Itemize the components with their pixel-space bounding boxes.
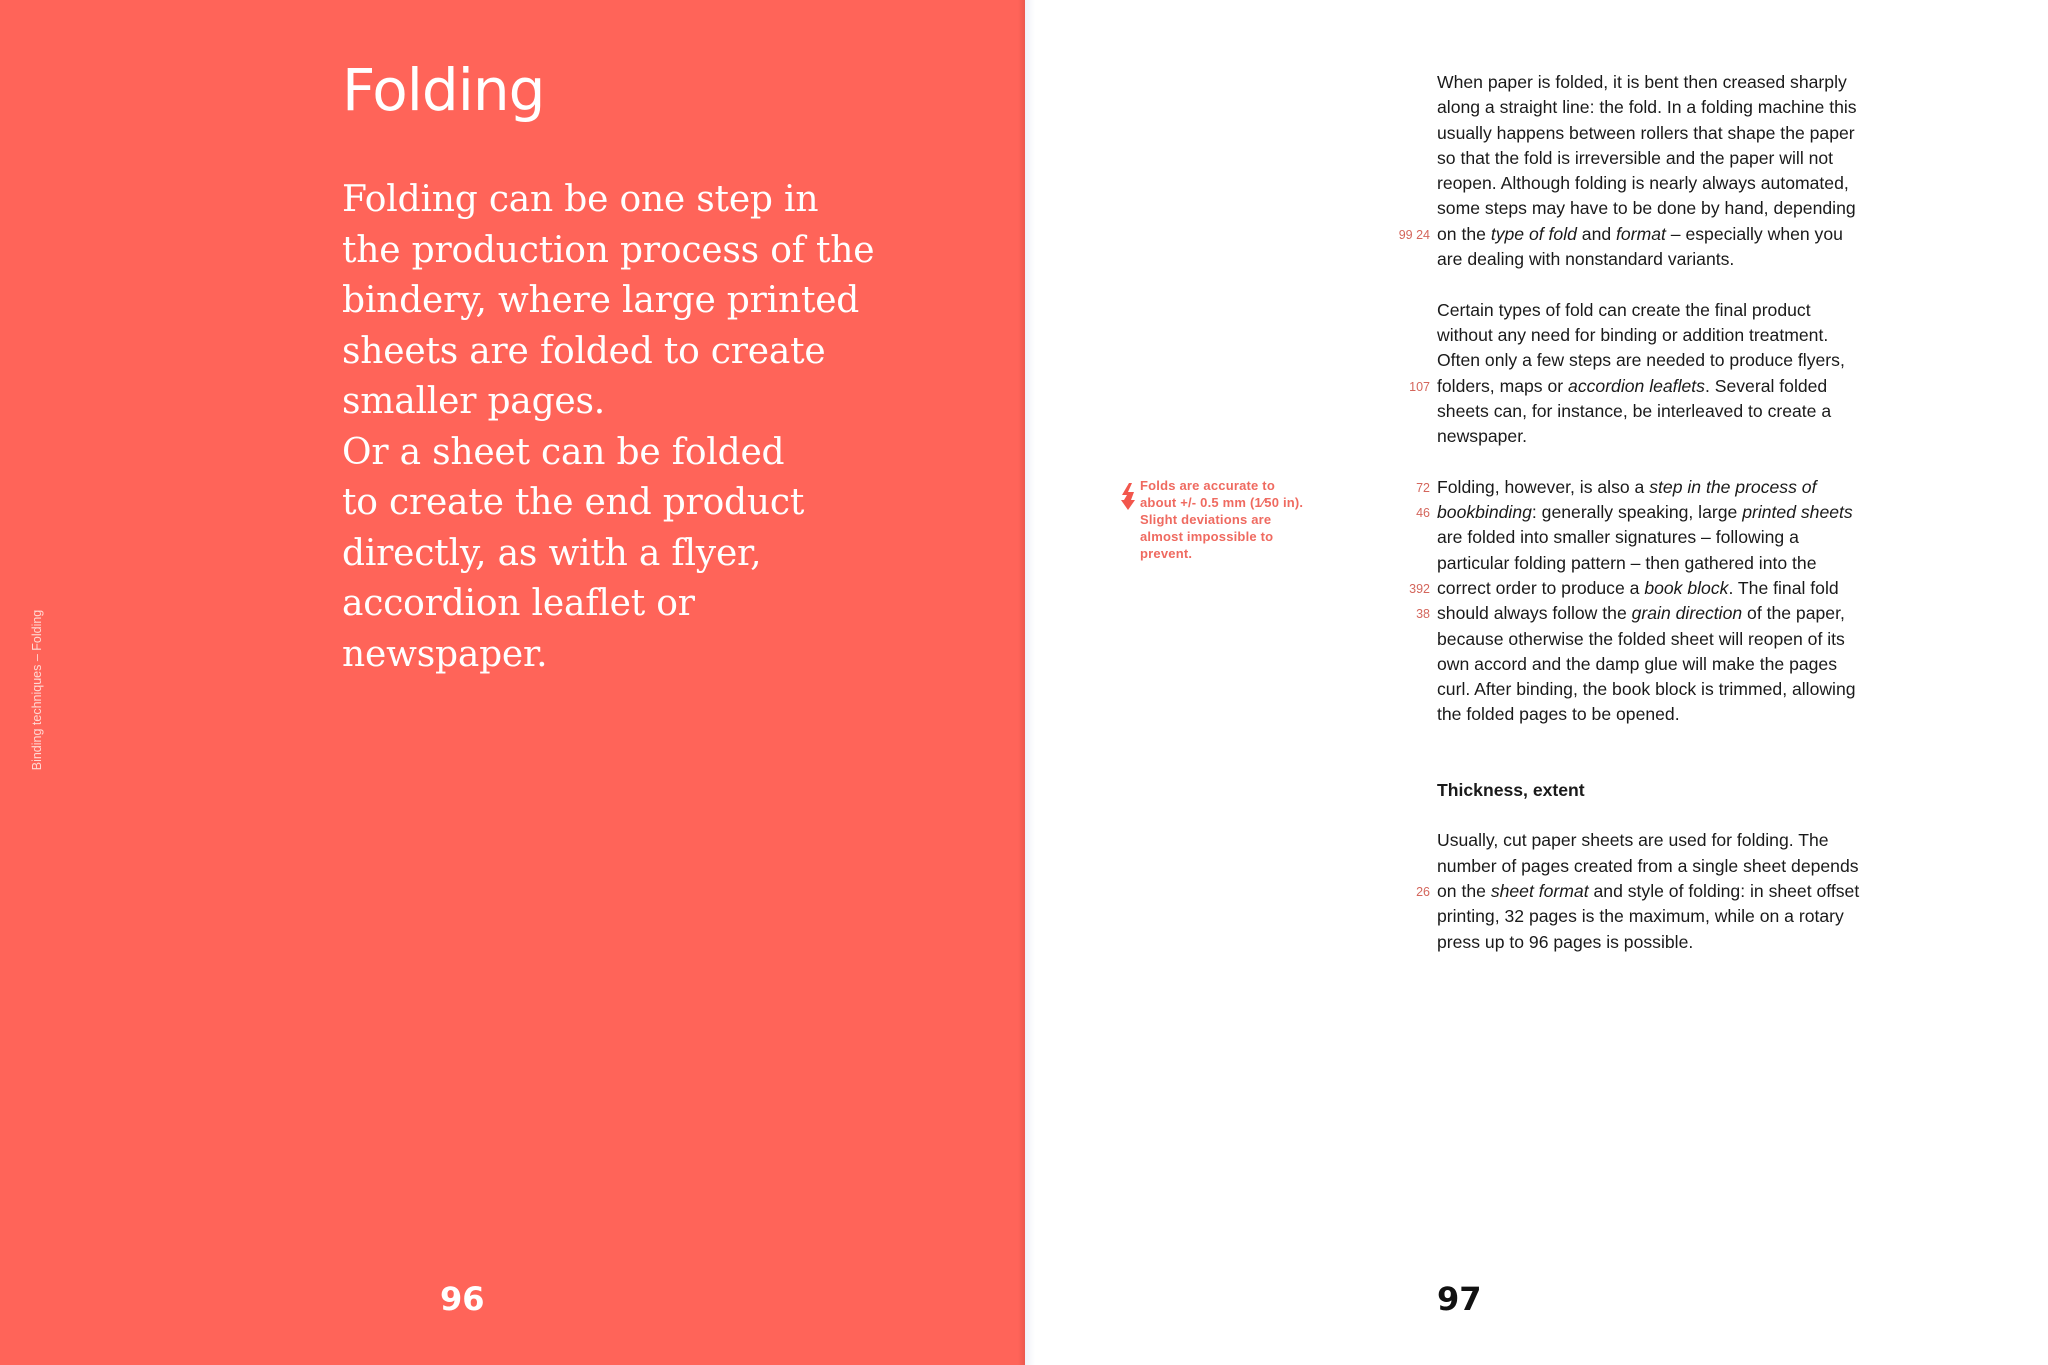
- margin-note-line: prevent.: [1140, 545, 1193, 561]
- body-text: the folded pages to be opened.: [1437, 704, 1680, 725]
- body-text: printing, 32 pages is the maximum, while on a rotary: [1437, 906, 1844, 927]
- body-line: [1416, 500, 1917, 525]
- intro-line: the production process of the: [342, 229, 875, 271]
- body-column: [1398, 70, 1917, 980]
- paragraph-thickness: [1416, 828, 1917, 954]
- body-line: [1437, 652, 1917, 677]
- body-text: sheets can, for instance, be interleaved to create a: [1437, 400, 1832, 421]
- body-line: [1437, 399, 1917, 424]
- intro-line: sheets are folded to create: [342, 330, 826, 372]
- body-text: of the paper,: [1742, 603, 1845, 624]
- cross-reference[interactable]: 38: [1416, 607, 1430, 622]
- body-text: because otherwise the folded sheet will reopen of its: [1437, 628, 1845, 649]
- subheading: Thickness, extent: [1437, 779, 1585, 800]
- glossary-term: type of fold: [1490, 223, 1577, 244]
- glossary-term: sheet format: [1490, 880, 1589, 901]
- body-text: – especially when you: [1665, 223, 1843, 244]
- margin-note-line: Folds are accurate to: [1140, 478, 1275, 493]
- margin-note: [1140, 478, 1340, 563]
- cross-reference[interactable]: 26: [1416, 884, 1430, 899]
- lightning-arrow-icon: [1120, 483, 1136, 511]
- page-number-left: 96: [440, 1280, 485, 1318]
- body-line: [1437, 627, 1917, 652]
- intro-line: Folding can be one step in: [342, 179, 819, 220]
- glossary-term: step in the process of: [1649, 476, 1817, 497]
- body-line: [1437, 247, 1917, 272]
- cross-reference[interactable]: 392: [1409, 581, 1430, 596]
- body-line: [1437, 121, 1917, 146]
- body-text: . Several folded: [1704, 375, 1828, 396]
- body-text: some steps may have to be done by hand, depending: [1437, 198, 1856, 219]
- body-text: without any need for binding or addition treatment.: [1437, 324, 1829, 345]
- cross-reference[interactable]: 99 24: [1398, 227, 1430, 242]
- cross-reference[interactable]: 46: [1416, 506, 1430, 521]
- body-line: [1437, 424, 1917, 449]
- body-text: usually happens between rollers that shape the paper: [1437, 122, 1855, 143]
- body-text: and: [1576, 223, 1617, 244]
- body-text: folders, maps or: [1437, 375, 1569, 396]
- cross-reference[interactable]: 72: [1416, 480, 1430, 495]
- body-text: Often only a few steps are needed to produce flyers,: [1437, 350, 1845, 371]
- intro-line: smaller pages.: [342, 381, 606, 422]
- body-line: [1437, 196, 1917, 221]
- body-text: number of pages created from a single sheet depends: [1437, 855, 1859, 876]
- body-line: [1437, 298, 1917, 323]
- gutter-shadow: [1018, 0, 1025, 1365]
- body-text: along a straight line: the fold. In a folding machine this: [1437, 97, 1857, 118]
- margin-note-line: Slight deviations are: [1140, 511, 1272, 527]
- body-line: [1409, 374, 1917, 399]
- body-text: curl. After binding, the book block is trimmed, allowing: [1437, 679, 1856, 700]
- body-line: [1437, 95, 1917, 120]
- body-text: reopen. Although folding is nearly always automated,: [1437, 173, 1849, 194]
- intro-line: directly, as with a flyer,: [342, 532, 762, 574]
- body-text: . The final fold: [1728, 577, 1839, 598]
- body-line: [1437, 171, 1917, 196]
- glossary-term: book block: [1644, 577, 1729, 598]
- body-line: [1437, 551, 1917, 576]
- intro-line: accordion leaflet or: [342, 583, 695, 624]
- paragraph-final-product: [1409, 298, 1917, 450]
- intro-line: to create the end product: [342, 482, 805, 523]
- body-text: on the: [1437, 223, 1491, 244]
- margin-note-line: almost impossible to: [1140, 528, 1274, 544]
- body-text: and style of folding: in sheet offset: [1588, 880, 1860, 901]
- body-text: When paper is folded, it is bent then creased sharply: [1437, 72, 1847, 92]
- body-line: [1437, 677, 1917, 702]
- body-line: [1398, 222, 1917, 247]
- body-text: on the: [1437, 880, 1491, 901]
- body-line: [1437, 702, 1917, 727]
- chapter-title: Folding: [342, 56, 545, 124]
- body-line: [1437, 323, 1917, 348]
- body-text: correct order to produce a: [1437, 577, 1645, 598]
- cross-reference[interactable]: 107: [1409, 379, 1430, 394]
- gutter-highlight: [1025, 0, 1035, 1365]
- body-text: press up to 96 pages is possible.: [1437, 931, 1694, 952]
- body-line: [1437, 904, 1917, 929]
- glossary-term: format: [1616, 223, 1666, 244]
- body-text: newspaper.: [1437, 426, 1527, 447]
- body-text: particular folding pattern – then gathered into the: [1437, 552, 1817, 573]
- body-line: [1437, 930, 1917, 955]
- body-line: [1437, 525, 1917, 550]
- body-line: [1416, 475, 1917, 500]
- glossary-term: bookbinding: [1437, 502, 1532, 523]
- glossary-term: printed sheets: [1742, 502, 1853, 523]
- body-text: so that the fold is irreversible and the paper will not: [1437, 147, 1834, 168]
- body-text: Usually, cut paper sheets are used for folding. The: [1437, 830, 1829, 851]
- body-line: [1437, 854, 1917, 879]
- paragraph-folding-basics: [1398, 70, 1917, 272]
- intro-line: newspaper.: [342, 633, 548, 675]
- body-line: [1437, 348, 1917, 373]
- body-text: : generally speaking, large: [1531, 502, 1743, 523]
- page-number-right: 97: [1437, 1280, 1482, 1318]
- intro-statement: [342, 175, 902, 680]
- running-head: Binding techniques – Folding: [30, 609, 44, 771]
- body-line: [1437, 146, 1917, 171]
- glossary-term: grain direction: [1631, 603, 1743, 624]
- body-line: [1416, 601, 1917, 626]
- intro-line: bindery, where large printed: [342, 280, 860, 321]
- body-text: are folded into smaller signatures – following a: [1437, 527, 1799, 548]
- body-line: [1437, 828, 1917, 853]
- body-text: Certain types of fold can create the final product: [1437, 299, 1811, 320]
- body-line: [1437, 70, 1917, 95]
- paragraph-bookbinding: [1409, 475, 1917, 728]
- body-text: Folding, however, is also a: [1437, 476, 1650, 497]
- body-text: are dealing with nonstandard variants.: [1437, 249, 1735, 270]
- body-text: own accord and the damp glue will make the pages: [1437, 653, 1838, 674]
- body-line: [1409, 576, 1917, 601]
- margin-note-line: about +/- 0.5 mm (1⁄50 in).: [1140, 494, 1304, 510]
- glossary-term: accordion leaflets: [1568, 375, 1705, 396]
- intro-line: Or a sheet can be folded: [342, 431, 785, 473]
- body-line: [1416, 879, 1917, 904]
- body-text: should always follow the: [1437, 603, 1632, 624]
